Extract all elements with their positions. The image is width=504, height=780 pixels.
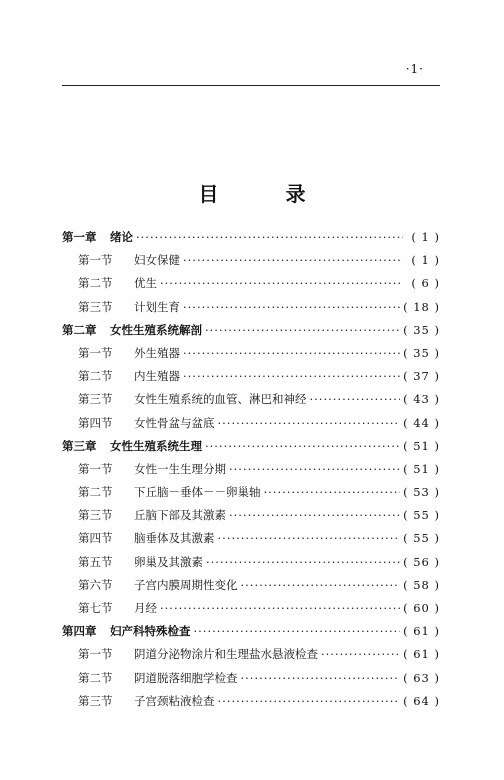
section-label: 第一节: [78, 253, 113, 268]
section-title: 丘脑下部及其激素: [134, 508, 226, 523]
toc-section-entry[interactable]: [62, 458, 440, 481]
page-reference: ( 56 ): [403, 554, 440, 569]
section-label: 第三节: [78, 299, 113, 314]
section-title: 女性一生生理分期: [134, 461, 226, 476]
page-reference: ( 53 ): [403, 485, 440, 500]
section-title: 优生: [134, 276, 157, 291]
page-reference: ( 64 ): [403, 693, 440, 708]
toc-section-entry[interactable]: [62, 342, 440, 365]
dot-leader: [241, 667, 401, 690]
dot-leader: [264, 481, 401, 504]
section-label: 第一节: [78, 647, 113, 662]
dot-leader: [229, 458, 400, 481]
section-title: 脑垂体及其激素: [134, 531, 215, 546]
page-reference: ( 55 ): [403, 531, 440, 546]
section-title: 计划生育: [134, 299, 180, 314]
page-reference: ( 6 ): [411, 276, 440, 291]
page-reference: ( 44 ): [403, 415, 440, 430]
section-label: 第七节: [78, 601, 113, 615]
section-label: 第三节: [78, 693, 113, 708]
chapter-label: 第三章: [62, 438, 97, 453]
page-reference: ( 51 ): [403, 438, 440, 453]
page-reference: ( 58 ): [403, 577, 440, 592]
chapter-label: 第四章: [62, 624, 97, 639]
dot-leader: [183, 249, 403, 272]
section-title: 下丘脑－垂体－－卵巢轴: [134, 485, 261, 500]
toc-section-entry[interactable]: [62, 481, 440, 504]
page-reference: ( 1 ): [411, 253, 440, 268]
dot-leader: [229, 504, 400, 527]
dot-leader: [183, 365, 400, 388]
chapter-title: 女性生殖系统生理: [110, 438, 202, 453]
dot-leader: [160, 597, 400, 620]
dot-leader: [321, 643, 400, 666]
page-reference: ( 61 ): [403, 624, 440, 639]
section-title: 月经: [134, 601, 157, 615]
dot-leader: [206, 551, 400, 574]
dot-leader: [218, 690, 401, 713]
chapter-title: 绪论: [110, 230, 133, 244]
chapter-title: 妇产科特殊检查: [110, 624, 191, 639]
page-reference: ( 60 ): [403, 601, 440, 615]
section-title: 子宫内膜周期性变化: [134, 577, 238, 592]
page-reference: ( 18 ): [403, 299, 440, 314]
dot-leader: [310, 388, 401, 411]
page-reference: ( 35 ): [403, 345, 440, 360]
section-title: 外生殖器: [134, 345, 180, 360]
chapter-title: 女性生殖系统解剖: [110, 322, 202, 337]
section-label: 第六节: [78, 577, 113, 592]
section-label: 第二节: [78, 485, 113, 500]
section-title: 内生殖器: [134, 369, 180, 384]
dot-leader: [218, 412, 401, 435]
section-title: 妇女保健: [134, 253, 180, 268]
toc-section-entry[interactable]: [62, 412, 440, 435]
toc-section-entry[interactable]: [62, 272, 440, 295]
toc-section-entry[interactable]: [62, 365, 440, 388]
section-label: 第一节: [78, 461, 113, 476]
page-reference: ( 51 ): [403, 461, 440, 476]
dot-leader: [241, 574, 401, 597]
section-title: 阴道脱落细胞学检查: [134, 670, 238, 685]
dot-leader: [136, 226, 403, 249]
section-label: 第四节: [78, 415, 113, 430]
toc-section-entry[interactable]: [62, 249, 440, 272]
section-label: 第一节: [78, 345, 113, 360]
section-title: 女性骨盆与盆底: [134, 415, 215, 430]
section-title: 女性生殖系统的血管、淋巴和神经: [134, 392, 307, 407]
page-reference: ( 35 ): [403, 322, 440, 337]
section-label: 第三节: [78, 392, 113, 407]
page-number: ·1·: [405, 62, 424, 76]
dot-leader: [205, 435, 400, 458]
page-reference: ( 43 ): [403, 392, 440, 407]
section-label: 第四节: [78, 531, 113, 546]
toc-section-entry[interactable]: [62, 597, 440, 620]
page-reference: ( 61 ): [403, 647, 440, 662]
header-rule: [62, 85, 440, 86]
toc-section-entry[interactable]: [62, 388, 440, 411]
chapter-label: 第一章: [62, 230, 97, 244]
page-reference: ( 63 ): [403, 670, 440, 685]
dot-leader: [183, 342, 400, 365]
section-title: 阴道分泌物涂片和生理盐水悬液检查: [134, 647, 318, 662]
chapter-label: 第二章: [62, 322, 97, 337]
section-title: 卵巢及其激素: [134, 554, 203, 569]
dot-leader: [160, 272, 403, 295]
page-reference: ( 1 ): [411, 230, 440, 244]
section-label: 第二节: [78, 670, 113, 685]
dot-leader: [205, 319, 400, 342]
dot-leader: [218, 527, 401, 550]
page-reference: ( 37 ): [403, 369, 440, 384]
section-label: 第三节: [78, 508, 113, 523]
toc-chapter-entry[interactable]: [62, 435, 440, 458]
toc-section-entry[interactable]: [62, 551, 440, 574]
toc-section-entry[interactable]: [62, 643, 440, 666]
section-label: 第二节: [78, 276, 113, 291]
dot-leader: [194, 620, 401, 643]
page-reference: ( 55 ): [403, 508, 440, 523]
toc-chapter-entry[interactable]: [62, 620, 440, 643]
toc-section-entry[interactable]: [62, 504, 440, 527]
toc-section-entry[interactable]: [62, 690, 440, 713]
toc-section-entry[interactable]: [62, 527, 440, 550]
toc-section-entry[interactable]: [62, 667, 440, 690]
toc-title: 目 录: [198, 182, 336, 206]
table-of-contents: [62, 226, 440, 713]
toc-chapter-entry[interactable]: [62, 319, 440, 342]
section-label: 第五节: [78, 554, 113, 569]
toc-section-entry[interactable]: [62, 574, 440, 597]
toc-chapter-entry[interactable]: [62, 226, 440, 249]
dot-leader: [183, 296, 400, 319]
section-title: 子宫颈粘液检查: [134, 693, 215, 708]
section-label: 第二节: [78, 369, 113, 384]
toc-section-entry[interactable]: [62, 296, 440, 319]
